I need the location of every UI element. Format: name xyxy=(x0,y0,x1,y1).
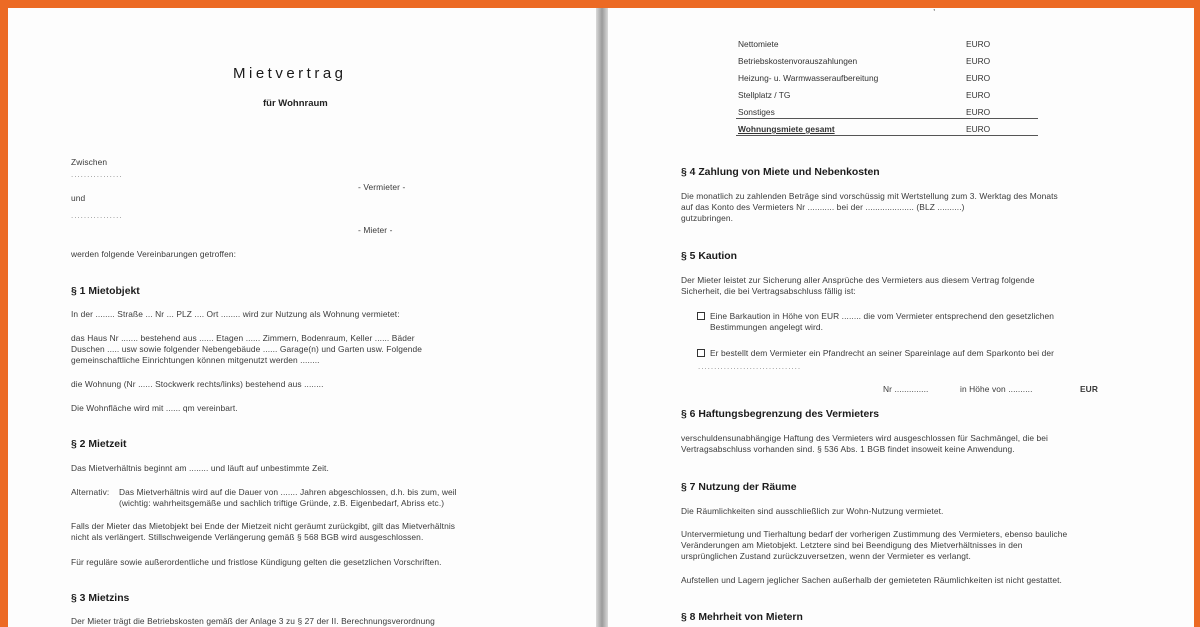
section-7-line: Untervermietung und Tierhaltung bedarf der vorherigen Zustimmung des Vermieters, ebenso bauliche xyxy=(681,529,1068,539)
cost-currency: EURO xyxy=(966,39,991,49)
section-2-alt-label: Alternativ: xyxy=(71,487,110,497)
section-7-line: ursprünglichen Zustand zurückzuversetzen, wenn der Vermieter es verlangt. xyxy=(681,551,971,561)
party-zwischen-label: Zwischen xyxy=(71,157,108,167)
agreements-intro: werden folgende Vereinbarungen getroffen: xyxy=(71,249,237,259)
deposit-option-text: Bestimmungen angelegt wird. xyxy=(710,322,824,332)
section-4-heading: § 4 Zahlung von Miete und Nebenkosten xyxy=(681,167,880,178)
account-number-label: Nr .............. xyxy=(883,384,929,394)
page-top-mark: , xyxy=(933,2,936,12)
landlord-role-label: - Vermieter - xyxy=(358,182,406,192)
amount-currency: EUR xyxy=(1080,384,1098,394)
cost-label: Betriebskostenvorauszahlungen xyxy=(738,56,858,66)
section-3-line: Der Mieter trägt die Betriebskosten gemäß der Anlage 3 zu § 27 der II. Berechnungsverordnung xyxy=(71,616,435,626)
section-7-line: Die Räumlichkeiten sind ausschließlich zur Wohn-Nutzung vermietet. xyxy=(681,506,944,516)
contract-subtitle: für Wohnraum xyxy=(263,98,328,109)
party-und-label: und xyxy=(71,193,86,203)
section-1-line: die Wohnung (Nr ...... Stockwerk rechts/links) bestehend aus ........ xyxy=(71,379,324,389)
cost-currency: EURO xyxy=(966,73,991,83)
cost-total-currency: EURO xyxy=(966,124,991,134)
section-5-heading: § 5 Kaution xyxy=(681,251,738,262)
cost-label: Heizung- u. Warmwasseraufbereitung xyxy=(738,73,879,83)
cost-currency: EURO xyxy=(966,107,991,117)
page-gutter xyxy=(596,8,608,627)
section-5-line: Der Mieter leistet zur Sicherung aller Ansprüche des Vermieters aus diesem Vertrag folgende xyxy=(681,275,1035,285)
section-1-line: Duschen ..... usw sowie folgender Nebengebäude ...... Garage(n) und Garten usw. Folgende xyxy=(71,344,422,354)
cost-label: Stellplatz / TG xyxy=(738,90,791,100)
cost-table-divider xyxy=(736,118,1038,119)
cost-table-divider xyxy=(736,135,1038,136)
contract-title: Mietvertrag xyxy=(233,65,347,82)
section-2-line: Für reguläre sowie außerordentliche und fristlose Kündigung gelten die gesetzlichen Vorschriften. xyxy=(71,557,442,567)
section-2-line: Das Mietverhältnis beginnt am ........ und läuft auf unbestimmte Zeit. xyxy=(71,463,329,473)
section-2-line: nicht als verlängert. Stillschweigende Verlängerung gemäß § 568 BGB wird ausgeschlossen. xyxy=(71,532,424,542)
cost-label: Nettomiete xyxy=(738,39,779,49)
section-1-line: gemeinschaftliche Einrichtungen können mitgenutzt werden ........ xyxy=(71,355,320,365)
section-6-line: Vertragsabschluss vorhanden sind. § 536 Abs. 1 BGB findet insoweit keine Anwendung. xyxy=(681,444,1015,454)
cost-label: Sonstiges xyxy=(738,107,775,117)
tenant-role-label: - Mieter - xyxy=(358,225,393,235)
deposit-option-text: Eine Barkaution in Höhe von EUR ........ die vom Vermieter entsprechend den gesetzlichen xyxy=(710,311,1054,321)
landlord-name-placeholder: ................ xyxy=(71,170,123,179)
section-7-line: Veränderungen am Mietobjekt. Letztere sind bei Beendigung des Mietverhältnisses in den xyxy=(681,540,1023,550)
cost-total-label: Wohnungsmiete gesamt xyxy=(738,124,835,134)
section-1-heading: § 1 Mietobjekt xyxy=(71,286,140,297)
section-3-heading: § 3 Mietzins xyxy=(71,593,130,604)
deposit-option-cash-checkbox[interactable] xyxy=(697,312,705,320)
section-2-line: (wichtig: wahrheitsgemäße und sachlich triftige Gründe, z.B. Eigenbedarf, Abriss etc.) xyxy=(119,498,445,508)
cost-currency: EURO xyxy=(966,90,991,100)
section-2-line: Das Mietverhältnis wird auf die Dauer von ....... Jahren abgeschlossen, d.h. bis zum, weil xyxy=(119,487,457,497)
section-6-heading: § 6 Haftungsbegrenzung des Vermieters xyxy=(681,409,880,420)
bank-name-placeholder: ................................ xyxy=(698,362,802,371)
section-1-line: Die Wohnfläche wird mit ...... qm vereinbart. xyxy=(71,403,238,413)
section-2-heading: § 2 Mietzeit xyxy=(71,439,127,450)
section-1-line: das Haus Nr ....... bestehend aus ...... Etagen ...... Zimmern, Bodenraum, Keller ...... Bäder xyxy=(71,333,415,343)
section-5-line: Sicherheit, die bei Vertragsabschluss fällig ist: xyxy=(681,286,856,296)
deposit-option-pledge-checkbox[interactable] xyxy=(697,349,705,357)
section-7-line: Aufstellen und Lagern jeglicher Sachen außerhalb der gemieteten Räumlichkeiten ist nicht gestattet. xyxy=(681,575,1062,585)
section-4-line: auf das Konto des Vermieters Nr ........... bei der .................... (BLZ ..........) xyxy=(681,202,965,212)
section-1-line: In der ........ Straße ... Nr ... PLZ .... Ort ........ wird zur Nutzung als Wohnung vermietet: xyxy=(71,309,400,319)
section-2-line: Falls der Mieter das Mietobjekt bei Ende der Mietzeit nicht geräumt zurückgibt, gilt das Mietverhältnis xyxy=(71,521,456,531)
document-page-right xyxy=(608,2,1194,627)
section-8-heading: § 8 Mehrheit von Mietern xyxy=(681,612,803,623)
section-6-line: verschuldensunabhängige Haftung des Vermieters wird ausgeschlossen für Sachmängel, die bei xyxy=(681,433,1049,443)
amount-label: in Höhe von .......... xyxy=(960,384,1033,394)
section-7-heading: § 7 Nutzung der Räume xyxy=(681,482,797,493)
document-page-left xyxy=(8,8,596,627)
cost-currency: EURO xyxy=(966,56,991,66)
section-4-line: Die monatlich zu zahlenden Beträge sind vorschüssig mit Wertstellung zum 3. Werktag des Monats xyxy=(681,191,1058,201)
section-4-line: gutzubringen. xyxy=(681,213,734,223)
deposit-option-text: Er bestellt dem Vermieter ein Pfandrecht an seiner Spareinlage auf dem Sparkonto bei der xyxy=(710,348,1054,358)
tenant-name-placeholder: ................ xyxy=(71,211,123,220)
